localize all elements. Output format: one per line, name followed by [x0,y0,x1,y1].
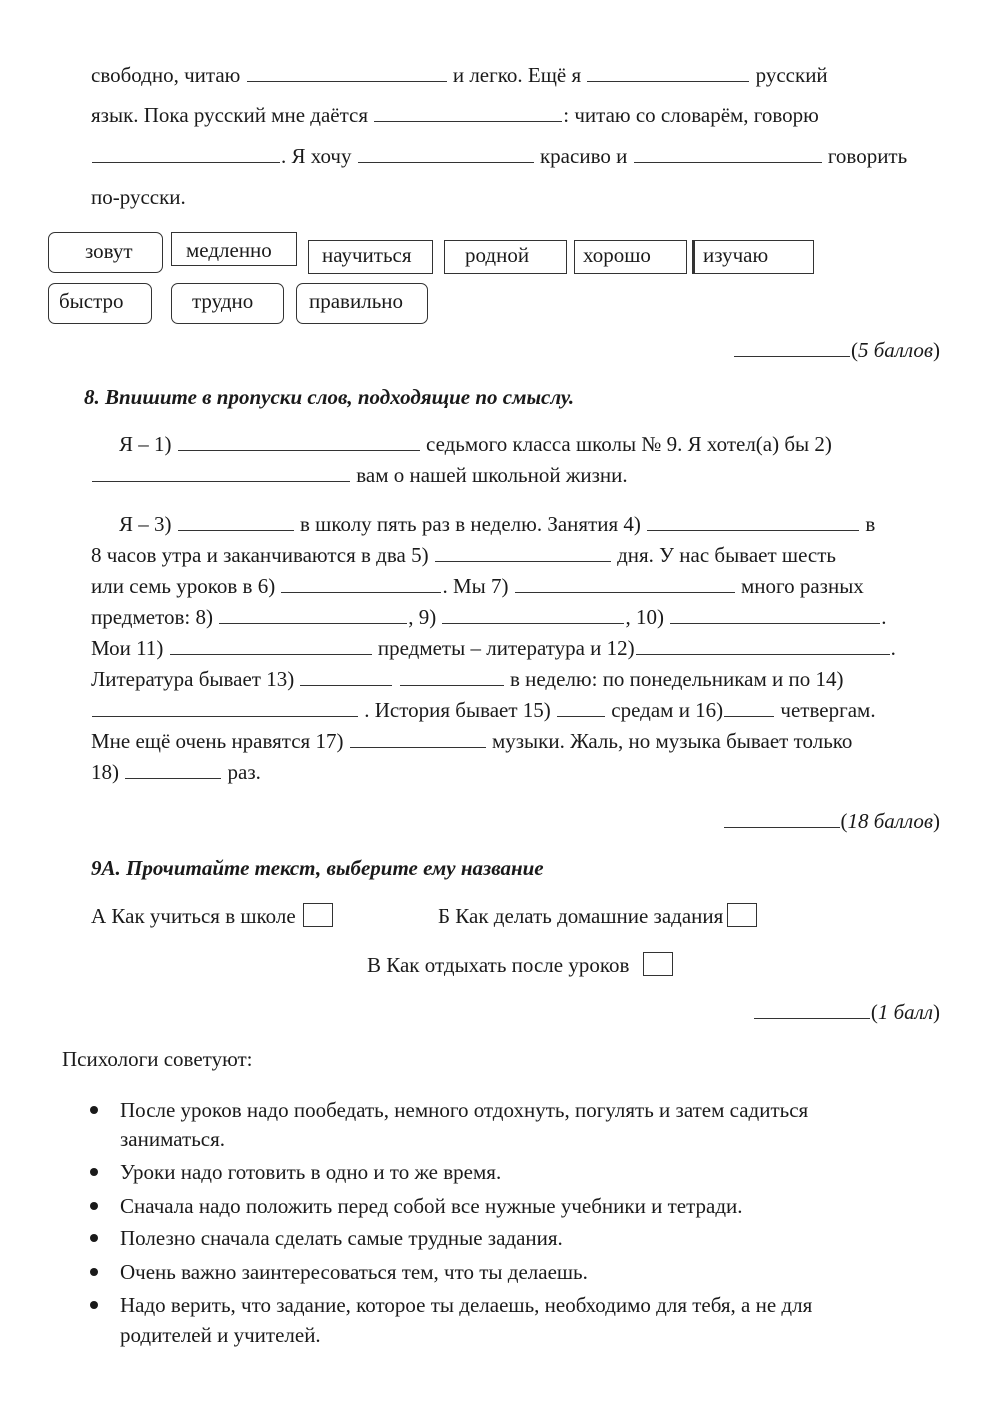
blank-1[interactable] [178,432,420,451]
blank-12[interactable] [636,636,890,655]
blank-6[interactable] [281,574,441,593]
checkbox-option-a[interactable] [303,903,333,927]
blank-18[interactable] [125,760,221,779]
blank-16[interactable] [724,698,774,717]
checkbox-option-b[interactable] [727,903,757,927]
bullet-icon [90,1168,98,1176]
blank-field[interactable] [587,63,749,82]
blank-15[interactable] [557,698,605,717]
blank-3[interactable] [178,512,294,531]
blank-9[interactable] [442,605,624,624]
blank-field[interactable] [374,103,562,122]
score-blank[interactable] [734,338,850,357]
score-task7: (5 баллов) [733,338,940,362]
passage-line-1: свободно, читаю и легко. Ещё я русский [91,63,828,87]
bullet-icon [90,1268,98,1276]
score-blank[interactable] [724,809,840,828]
task-9a-heading: 9А. Прочитайте текст, выберите ему название [91,856,544,880]
score-task8: (18 баллов) [723,809,941,833]
blank-13a[interactable] [300,667,392,686]
blank-14[interactable] [92,698,358,717]
word-chip-rodnoy[interactable]: родной [444,240,567,274]
blank-11[interactable] [170,636,372,655]
passage-line-4: по-русски. [91,185,186,209]
word-chip-medlenno[interactable]: медленно [171,232,297,266]
bullet-icon [90,1106,98,1114]
word-chip-bystro[interactable]: быстро [48,283,152,324]
blank-5[interactable] [435,543,611,562]
task-8-heading: 8. Впишите в пропуски слов, подходящие по смыслу. [84,385,575,409]
blank-7[interactable] [515,574,735,593]
blank-4[interactable] [647,512,859,531]
blank-8[interactable] [219,605,407,624]
blank-field[interactable] [247,63,447,82]
word-chip-trudno[interactable]: трудно [171,283,284,324]
word-chip-izuchayu[interactable]: изучаю [692,240,814,274]
score-task9a: (1 балл) [753,1000,940,1024]
blank-10[interactable] [670,605,880,624]
bullet-icon [90,1202,98,1210]
passage-line-3: . Я хочу красиво и говорить [91,144,907,168]
score-blank[interactable] [754,1000,870,1019]
bullet-icon [90,1301,98,1309]
advice-intro: Психологи советуют: [62,1047,253,1071]
word-chip-zovut[interactable]: зовут [48,232,163,273]
bullet-icon [90,1234,98,1242]
option-a: А Как учиться в школе [91,903,333,928]
blank-field[interactable] [358,144,534,163]
blank-2[interactable] [92,463,350,482]
blank-13b[interactable] [400,667,504,686]
word-chip-pravilno[interactable]: правильно [296,283,428,324]
blank-17[interactable] [350,729,486,748]
option-v: В Как отдыхать после уроков [367,952,673,977]
blank-field[interactable] [92,144,280,163]
checkbox-option-v[interactable] [643,952,673,976]
passage-line-2: язык. Пока русский мне даётся : читаю со словарём, говорю [91,103,819,127]
word-chip-nauchitsya[interactable]: научиться [308,240,433,274]
blank-field[interactable] [634,144,822,163]
word-chip-khorosho[interactable]: хорошо [574,240,687,274]
option-b: Б Как делать домашние задания [438,903,757,928]
